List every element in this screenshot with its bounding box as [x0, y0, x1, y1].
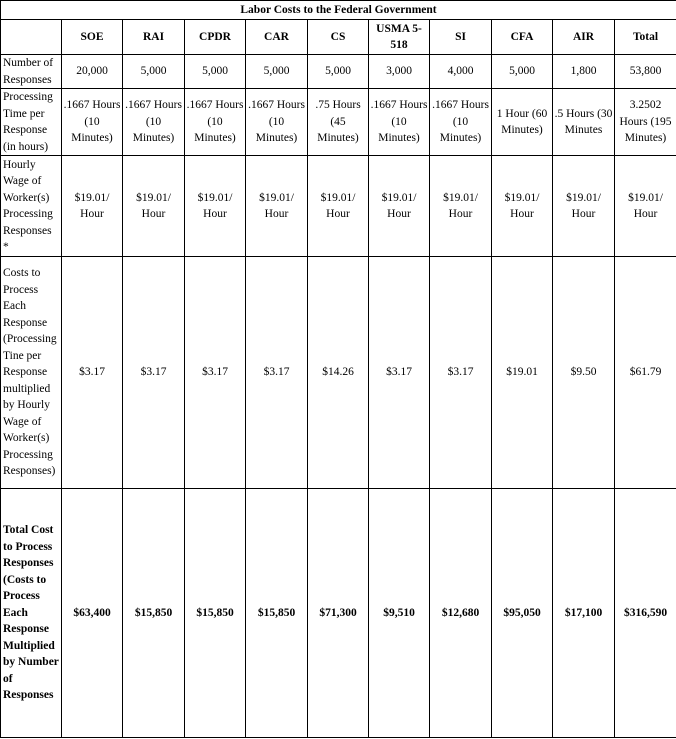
table-cell: 5,000 — [123, 55, 185, 89]
table-cell: $3.17 — [369, 257, 430, 489]
table-cell: 5,000 — [185, 55, 246, 89]
table-cell: .1667 Hours (10 Minutes) — [430, 89, 492, 156]
table-cell: $19.01/ Hour — [246, 156, 308, 257]
table-cell: 4,000 — [430, 55, 492, 89]
table-cell: 5,000 — [246, 55, 308, 89]
table-cell: .5 Hours (30 Minutes — [553, 89, 615, 156]
table-cell: $19.01/ Hour — [123, 156, 185, 257]
table-cell: $19.01/ Hour — [492, 156, 553, 257]
table-cell: .1667 Hours (10 Minutes) — [185, 89, 246, 156]
table-cell: .1667 Hours (10 Minutes) — [246, 89, 308, 156]
table-cell: $17,100 — [553, 489, 615, 738]
table-cell: $61.79 — [615, 257, 676, 489]
table-cell: 5,000 — [308, 55, 369, 89]
table-cell: $19.01/ Hour — [615, 156, 676, 257]
table-cell: $95,050 — [492, 489, 553, 738]
table-row — [1, 257, 676, 489]
header-cell-air: AIR — [553, 20, 615, 55]
header-cell-si: SI — [430, 20, 492, 55]
header-row — [1, 20, 676, 55]
table-cell: $3.17 — [62, 257, 123, 489]
table-cell: .75 Hours (45 Minutes) — [308, 89, 369, 156]
row-label: Hourly Wage of Worker(s) Processing Responses * — [1, 156, 62, 257]
table-cell: $15,850 — [185, 489, 246, 738]
table-cell: $316,590 — [615, 489, 676, 738]
table-cell: .1667 Hours (10 Minutes) — [123, 89, 185, 156]
table-cell: $15,850 — [123, 489, 185, 738]
table-cell: $19.01/ Hour — [553, 156, 615, 257]
row-label: Processing Time per Response (in hours) — [1, 89, 62, 156]
table-cell: $19.01/ Hour — [308, 156, 369, 257]
table-cell: .1667 Hours (10 Minutes) — [62, 89, 123, 156]
header-cell-car: CAR — [246, 20, 308, 55]
table-cell: $9.50 — [553, 257, 615, 489]
header-cell-usma: USMA 5-518 — [369, 20, 430, 55]
table-row — [1, 55, 676, 89]
table-cell: 1,800 — [553, 55, 615, 89]
row-label: Costs to Process Each Response (Processing Tine per Response multiplied by Hourly Wage of Worker(s) Processing Responses) — [1, 257, 62, 489]
table-cell: 3,000 — [369, 55, 430, 89]
header-cell-blank — [1, 20, 62, 55]
table-cell: $3.17 — [123, 257, 185, 489]
table-cell: 53,800 — [615, 55, 676, 89]
table-cell: 5,000 — [492, 55, 553, 89]
table-cell: $3.17 — [246, 257, 308, 489]
row-label: Total Cost to Process Responses (Costs to Process Each Response Multiplied by Number of Responses — [1, 489, 62, 738]
table-cell: $9,510 — [369, 489, 430, 738]
header-cell-total: Total — [615, 20, 676, 55]
table-cell: .1667 Hours (10 Minutes) — [369, 89, 430, 156]
header-cell-rai: RAI — [123, 20, 185, 55]
header-cell-cs: CS — [308, 20, 369, 55]
table-cell: $19.01/ Hour — [62, 156, 123, 257]
row-label: Number of Responses — [1, 55, 62, 89]
table-cell: $19.01/ Hour — [430, 156, 492, 257]
header-cell-cpdr: CPDR — [185, 20, 246, 55]
header-cell-cfa: CFA — [492, 20, 553, 55]
table-cell: $19.01/ Hour — [185, 156, 246, 257]
header-cell-soe: SOE — [62, 20, 123, 55]
table-cell: $19.01 — [492, 257, 553, 489]
table-cell: 20,000 — [62, 55, 123, 89]
table-row — [1, 156, 676, 257]
table-row-total — [1, 489, 676, 738]
table-cell: $63,400 — [62, 489, 123, 738]
table-title: Labor Costs to the Federal Government — [1, 1, 676, 20]
table-cell: $3.17 — [185, 257, 246, 489]
table-cell: $71,300 — [308, 489, 369, 738]
table-cell: $12,680 — [430, 489, 492, 738]
table-cell: $15,850 — [246, 489, 308, 738]
table-cell: $3.17 — [430, 257, 492, 489]
table-row — [1, 89, 676, 156]
table-cell: $19.01/ Hour — [369, 156, 430, 257]
table-cell: 1 Hour (60 Minutes) — [492, 89, 553, 156]
table-cell: $14.26 — [308, 257, 369, 489]
table-cell: 3.2502 Hours (195 Minutes) — [615, 89, 676, 156]
